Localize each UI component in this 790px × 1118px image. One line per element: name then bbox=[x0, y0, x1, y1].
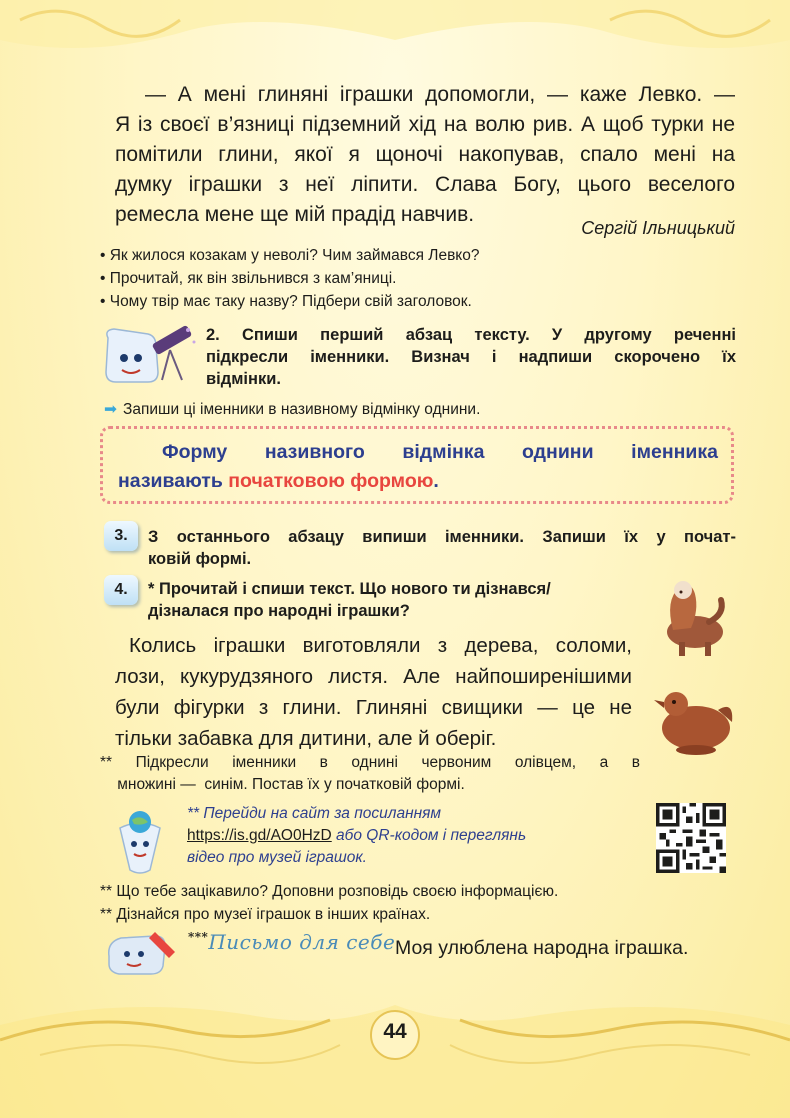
clay-horse-toy-image bbox=[655, 570, 735, 660]
rule-suffix: . bbox=[433, 470, 439, 492]
story-line: Я із своєї в’язниці підземний хід на волю рив. А щоб турки не bbox=[115, 113, 735, 136]
writing-topic: Моя улюблена народна іграшка. bbox=[395, 937, 689, 959]
task-3-badge: 3. bbox=[104, 521, 138, 551]
question-item: • Як жилося козакам у неволі? Чим займався Левко? bbox=[100, 247, 480, 264]
stars-marker: *** bbox=[188, 930, 209, 944]
link-suffix: або QR-кодом і переглянь bbox=[331, 827, 527, 844]
underline-note bbox=[100, 752, 640, 796]
task-line: З останнього абзацу випиши іменники. Запиши їх у почат- bbox=[148, 528, 736, 546]
task-4-badge: 4. bbox=[104, 575, 138, 605]
author-name: Сергій Ільницький bbox=[581, 218, 735, 238]
video-url-link[interactable]: https://is.gd/AO0HzD bbox=[187, 827, 332, 844]
video-link-block bbox=[187, 803, 637, 869]
task-2-text bbox=[206, 324, 736, 390]
note-line: ** Підкресли іменники в однині червоним олівцем, а в bbox=[100, 754, 640, 771]
link-line bbox=[187, 825, 637, 847]
followup-text: Запиши ці іменники в називному відмінку однини. bbox=[123, 401, 481, 418]
writing-for-self-label bbox=[188, 930, 395, 954]
task-3-text bbox=[148, 526, 736, 570]
toys-line: тільки забавка для дитини, але й оберіг. bbox=[115, 727, 497, 750]
question-item: • Чому твір має таку назву? Підбери свій заголовок. bbox=[100, 293, 472, 310]
link-outro: відео про музей іграшок. bbox=[187, 849, 367, 866]
task-4-text bbox=[148, 578, 638, 622]
extra-tasks bbox=[100, 880, 740, 926]
rule-text bbox=[118, 438, 718, 496]
globe-mascot-icon bbox=[110, 808, 170, 878]
rule-prefix: називають bbox=[118, 470, 229, 492]
pen-mascot-icon bbox=[103, 928, 178, 978]
rule-term: початковою формою bbox=[228, 470, 434, 492]
rule-line bbox=[118, 467, 718, 496]
toys-line: Колись іграшки виготовляли з дерева, соломи, bbox=[129, 634, 632, 657]
extra-item: ** Що тебе зацікавило? Доповни розповідь своєю інформацією. bbox=[100, 883, 559, 900]
page-number: 44 bbox=[383, 1020, 407, 1043]
task-line: підкресли іменники. Визнач і надпиши скорочено їх bbox=[206, 348, 736, 366]
toys-line: були фігурки з глини. Глиняні свищики — це не bbox=[115, 696, 632, 719]
question-list bbox=[100, 244, 740, 313]
story-line: помітили глини, якої я щоночі накопував, спало мені на bbox=[115, 143, 735, 166]
bottom-ornament bbox=[0, 985, 790, 1118]
story-line: ремесла мене ще мій прадід навчив. bbox=[115, 203, 475, 226]
qr-code-icon[interactable] bbox=[656, 803, 726, 873]
toys-paragraph bbox=[115, 630, 632, 754]
task-line: * Прочитай і спиши текст. Що нового ти дізнався/ bbox=[148, 580, 551, 598]
task-line: 2. Спиши перший абзац тексту. У другому реченні bbox=[206, 326, 736, 344]
story-line: думку іграшки з неї ліпити. Слава Богу, цього веселого bbox=[115, 173, 735, 196]
rule-line-1: Форму називного відмінка однини іменника bbox=[162, 441, 718, 463]
task-2-followup bbox=[104, 400, 480, 419]
toys-line: лози, кукурудзяного листя. Але найпоширенішими bbox=[115, 665, 632, 688]
link-intro: ** Перейди на сайт за посиланням bbox=[187, 805, 442, 822]
arrow-right-icon: ➡ bbox=[104, 401, 117, 418]
writing-label-text: Письмо для себе bbox=[208, 930, 396, 954]
note-line: множині — синім. Постав їх у початковій формі. bbox=[100, 776, 465, 793]
task-line: ковій формі. bbox=[148, 550, 252, 568]
rule-line bbox=[118, 438, 718, 467]
telescope-mascot-icon bbox=[100, 320, 200, 390]
question-item: • Прочитай, як він звільнився з кам’яниці. bbox=[100, 270, 397, 287]
story-paragraph bbox=[115, 80, 735, 230]
clay-bird-whistle-image bbox=[648, 680, 738, 760]
extra-item: ** Дізнайся про музеї іграшок в інших країнах. bbox=[100, 906, 431, 923]
task-line: дізналася про народні іграшки? bbox=[148, 602, 410, 620]
story-line: — А мені глиняні іграшки допомогли, — каже Левко. — bbox=[145, 83, 735, 106]
task-line: відмінки. bbox=[206, 370, 281, 388]
top-ornament bbox=[0, 0, 790, 70]
